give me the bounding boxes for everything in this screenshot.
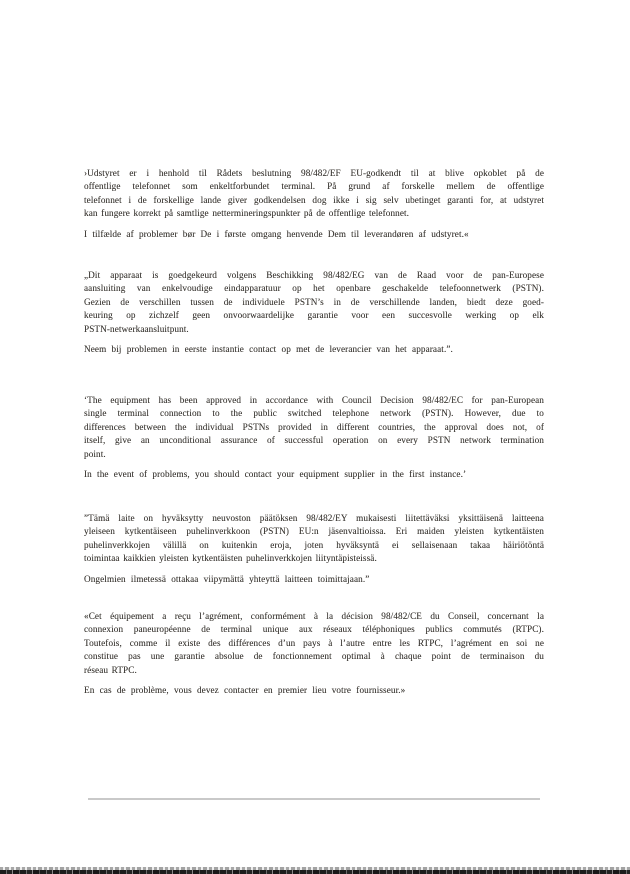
notice-dutch <box>84 269 544 356</box>
notice-line: ”Tämä laite on hyväksytty neuvoston päätöksen 98/482/EY mukaisesti liitettäväksi yksittäisenä laitteena <box>84 513 544 523</box>
notice-line: single terminal connection to the public switched telephone network (PSTN). However, due to <box>84 408 544 419</box>
scan-edge-artifact <box>0 866 630 874</box>
notice-english <box>84 394 544 481</box>
notice-line: itself, give an unconditional assurance of successful operation on every PSTN network termination <box>84 435 544 446</box>
notice-closing: Ongelmien ilmetessä ottakaa viipymättä yhteyttä laitteen toimittajaan.” <box>84 573 370 584</box>
notice-line: „Dit apparaat is goedgekeurd volgens Beschikking 98/482/EG van de Raad voor de pan-Europese <box>84 270 544 280</box>
notice-line: puhelinverkkojen välillä on kuitenkin eroja, joten hyväksyntä ei sellaisenaan takaa häiriötöntä <box>84 539 544 550</box>
notice-line: point. <box>84 448 106 459</box>
notice-line: toimintaa kaikkien yleisten kytkentäisten puhelinverkkojen liityntäpisteissä. <box>84 553 377 564</box>
separator-rule <box>88 798 540 800</box>
notice-line: aansluiting van enkelvoudige eindapparatuur op het openbare geschakelde telefoonnetwerk (PSTN). <box>84 283 544 294</box>
notice-closing: In the event of problems, you should contact your equipment supplier in the first instance.’ <box>84 469 467 480</box>
notice-danish <box>84 167 544 241</box>
notice-line: offentlige telefonnet som enkeltforbundet terminal. På grund af forskelle mellem de offentlige <box>84 181 544 192</box>
notice-line: keuring op zichzelf geen onvoorwaardelijke garantie voor een succesvolle werking op elk <box>84 310 544 321</box>
notice-line: telefonnet i de forskellige lande giver godkendelsen dog ikke i sig selv ubetinget garanti for, at udstyret <box>84 194 544 205</box>
notice-line: connexion paneuropéenne de terminal unique aux réseaux téléphoniques publics commutés (RTPC). <box>84 624 544 635</box>
notice-line: constitue pas une garantie absolue de fonctionnement optimal à chaque point de terminaison du <box>84 651 544 662</box>
notice-line: «Cet équipement a reçu l’agrément, conformément à la décision 98/482/CE du Conseil, concernant la <box>84 611 544 621</box>
notice-line: réseau RTPC. <box>84 664 137 675</box>
notice-closing: I tilfælde af problemer bør De i første omgang henvende Dem til leverandøren af udstyret.« <box>84 228 469 239</box>
notice-line: differences between the individual PSTNs provided in different countries, the approval does not, of <box>84 421 544 432</box>
notice-closing: En cas de problème, vous devez contacter en premier lieu votre fournisseur.» <box>84 685 406 696</box>
notice-line: kan fungere korrekt på samtlige nettermineringspunkter på de offentlige telefonnet. <box>84 208 410 219</box>
notice-line: PSTN-netwerkaansluitpunt. <box>84 323 189 334</box>
notice-line: yleiseen kytkentäiseen puhelinverkkoon (PSTN) EU:n jäsenvaltioissa. Eri maiden yleisten kytkentäisten <box>84 526 544 537</box>
notice-closing: Neem bij problemen in eerste instantie contact op met de leverancier van het apparaat.”. <box>84 344 453 355</box>
notice-line: ›Udstyret er i henhold til Rådets beslutning 98/482/EF EU-godkendt til at blive opkoblet på de <box>84 168 544 178</box>
notice-line: Toutefois, comme il existe des différences d’un pays à l’autre entre les RTPC, l’agrément en soi ne <box>84 637 544 648</box>
notice-french <box>84 610 544 697</box>
notice-line: Gezien de verschillen tussen de individuele PSTN’s in de verschillende landen, biedt deze goed- <box>84 296 544 307</box>
notice-finnish <box>84 512 544 586</box>
notice-line: ‘The equipment has been approved in accordance with Council Decision 98/482/EC for pan-European <box>84 395 544 405</box>
